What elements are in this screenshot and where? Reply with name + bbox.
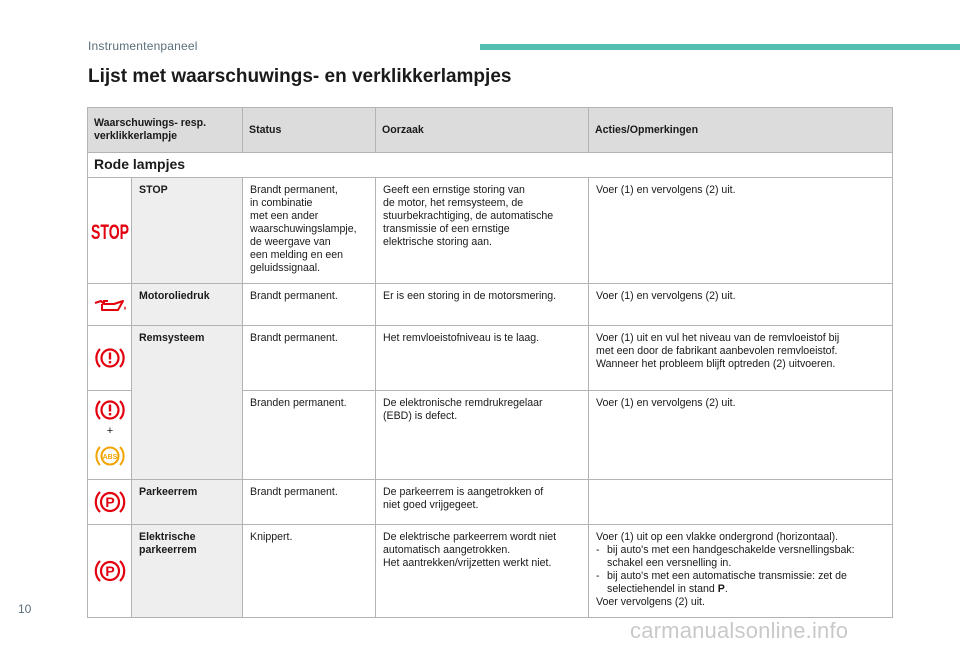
status-cell	[243, 178, 376, 284]
lamp-name	[132, 525, 243, 618]
action-cell: Voer (1) en vervolgens (2) uit.	[589, 178, 893, 284]
cause-line: de motor, het remsysteem, de	[383, 197, 524, 209]
action-line: Voer (1) uit en vul het niveau van de remvloeistof bij	[596, 332, 840, 344]
cause-line: automatisch aangetrokken.	[383, 544, 511, 556]
cause-cell	[376, 525, 589, 618]
status-cell: Knippert.	[243, 525, 376, 618]
eparking-icon-cell	[88, 525, 132, 618]
column-header-cause: Oorzaak	[376, 108, 589, 153]
watermark: carmanualsonline.info	[630, 618, 849, 643]
action-cell: Voer (1) en vervolgens (2) uit.	[589, 284, 893, 326]
action-cell	[589, 326, 893, 391]
brake-warning-icon	[94, 344, 126, 372]
table-row	[88, 178, 893, 284]
brake-abs-icon-cell	[88, 391, 132, 480]
cause-line: transmissie of een ernstige	[383, 223, 510, 235]
lamp-name-line: parkeerrem	[139, 544, 197, 556]
abs-icon	[96, 447, 123, 465]
cause-line: (EBD) is defect.	[383, 410, 458, 422]
cause-cell: Er is een storing in de motorsmering.	[376, 284, 589, 326]
status-line: de weergave van	[250, 236, 331, 248]
lamp-name: Remsysteem	[132, 326, 243, 480]
oil-pressure-icon	[92, 295, 128, 315]
stop-icon-cell	[88, 178, 132, 284]
action-outro: Voer vervolgens (2) uit.	[596, 596, 705, 608]
status-cell: Brandt permanent.	[243, 326, 376, 391]
brake-warning-icon	[96, 401, 123, 419]
status-line: geluidssignaal.	[250, 262, 321, 274]
status-line: waarschuwingslampje,	[250, 223, 357, 235]
column-header-status: Status	[243, 108, 376, 153]
action-list-item	[596, 544, 885, 570]
action-list-item-end: .	[724, 583, 728, 595]
page-title: Lijst met waarschuwings- en verklikkerlampjes	[88, 66, 512, 87]
action-list-item-text: bij auto's met een handgeschakelde versnellingsbak: schakel een versnelling in.	[607, 544, 855, 569]
lamp-name: STOP	[132, 178, 243, 284]
status-cell: Brandt permanent.	[243, 284, 376, 326]
section-label: Instrumentenpaneel	[88, 39, 198, 53]
stop-icon-label: STOP	[91, 220, 129, 244]
cause-line: De elektronische remdrukregelaar	[383, 397, 543, 409]
action-intro: Voer (1) uit op een vlakke ondergrond (horizontaal).	[596, 531, 839, 543]
status-line: Brandt permanent,	[250, 184, 338, 196]
parking-brake-icon	[93, 488, 127, 516]
page-number: 10	[18, 602, 32, 616]
action-list-item	[596, 570, 885, 596]
section-accent-bar	[480, 44, 960, 50]
lamp-name: Motoroliedruk	[132, 284, 243, 326]
cause-line: niet goed vrijgegeet.	[383, 499, 479, 511]
group-title: Rode lampjes	[88, 153, 893, 178]
plus-sign: +	[106, 425, 113, 437]
stop-warning-icon	[90, 220, 130, 242]
table-row	[88, 480, 893, 525]
warning-lamps-table	[87, 107, 893, 618]
action-cell	[589, 525, 893, 618]
group-row-red	[88, 153, 893, 178]
parking-icon-label: P	[104, 494, 115, 510]
brake-icon-cell	[88, 326, 132, 391]
status-cell: Brandt permanent.	[243, 480, 376, 525]
action-list-item-text: bij auto's met een automatische transmissie: zet de selectiehendel in stand	[607, 570, 847, 595]
cause-line: Geeft een ernstige storing van	[383, 184, 525, 196]
table-row	[88, 284, 893, 326]
status-cell: Branden permanent.	[243, 391, 376, 480]
parking-icon-cell	[88, 480, 132, 525]
action-cell	[589, 480, 893, 525]
action-line: Wanneer het probleem blijft optreden (2) uitvoeren.	[596, 358, 836, 370]
brake-abs-icon-group	[93, 396, 127, 474]
cause-cell	[376, 391, 589, 480]
cause-line: stuurbekrachtiging, de automatische	[383, 210, 554, 222]
table-header-row	[88, 108, 893, 153]
gear-position-p: P	[717, 583, 725, 595]
action-line: met een door de fabrikant aanbevolen remvloeistof.	[596, 345, 838, 357]
column-header-action: Acties/Opmerkingen	[589, 108, 893, 153]
action-cell: Voer (1) en vervolgens (2) uit.	[589, 391, 893, 480]
table-row	[88, 525, 893, 618]
abs-icon-label: ABS	[102, 454, 117, 461]
cause-line: Het aantrekken/vrijzetten werkt niet.	[383, 557, 552, 569]
eparking-icon-label: P	[104, 563, 115, 579]
status-line: in combinatie	[250, 197, 313, 209]
oil-icon-cell	[88, 284, 132, 326]
cause-cell	[376, 178, 589, 284]
status-line: een melding en een	[250, 249, 344, 261]
cause-line: elektrische storing aan.	[383, 236, 492, 248]
electric-parking-brake-icon	[93, 557, 127, 585]
cause-line: De parkeerrem is aangetrokken of	[383, 486, 544, 498]
cause-line: De elektrische parkeerrem wordt niet	[383, 531, 557, 543]
lamp-name-line: Elektrische	[139, 531, 196, 543]
cause-cell: Het remvloeistofniveau is te laag.	[376, 326, 589, 391]
status-line: met een ander	[250, 210, 319, 222]
lamp-name: Parkeerrem	[132, 480, 243, 525]
cause-cell	[376, 480, 589, 525]
table-row	[88, 326, 893, 391]
column-header-lamp: Waarschuwings- resp. verklikkerlampje	[88, 108, 243, 153]
